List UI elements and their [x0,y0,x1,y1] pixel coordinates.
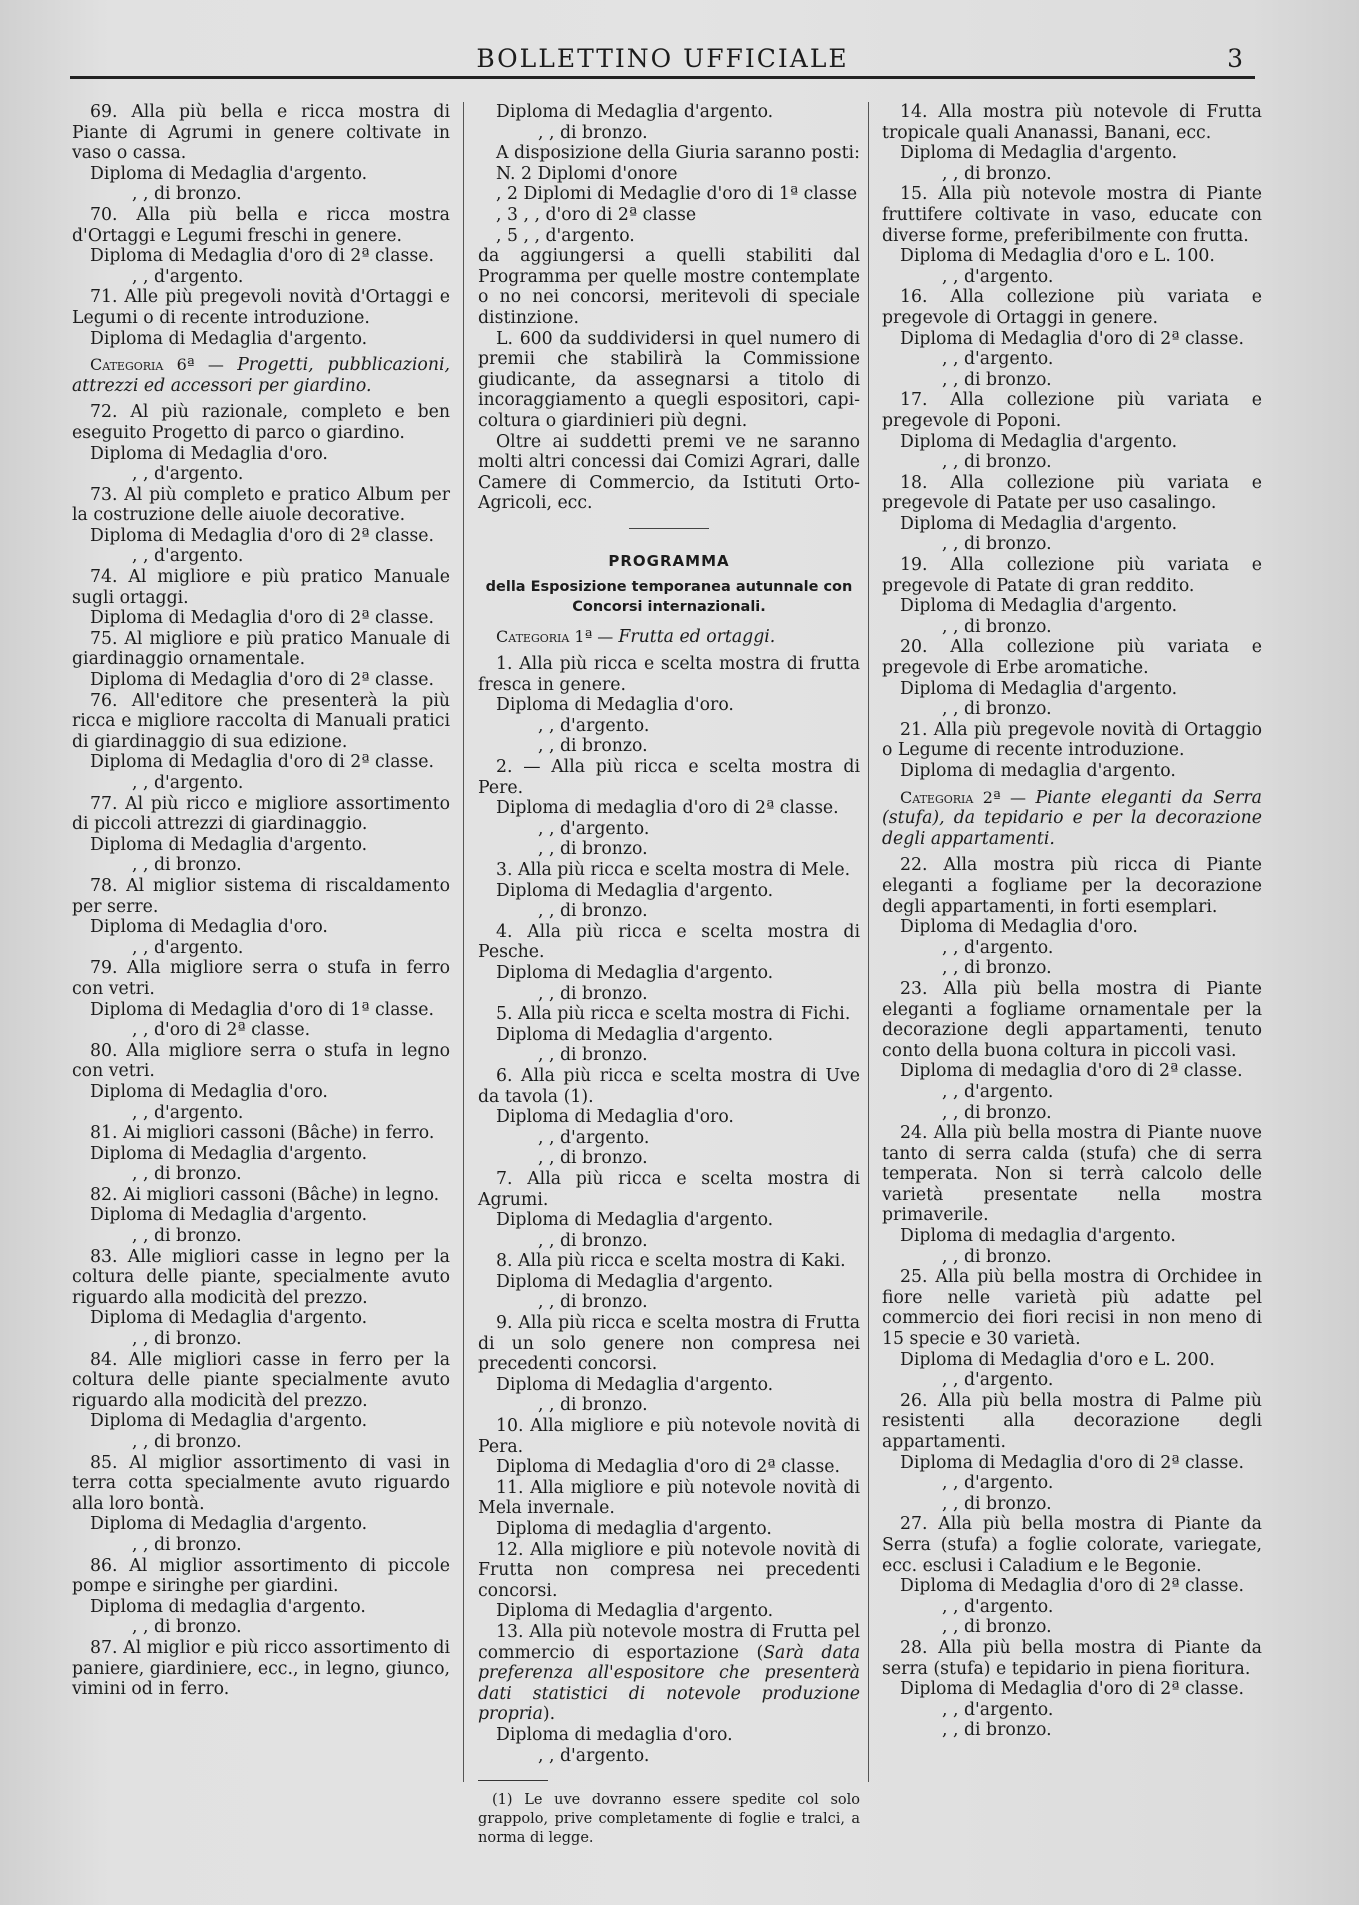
prize-line: Diploma di Medaglia d'oro e L. 200. [900,1349,1215,1370]
article-paragraph: 70. Alla più bella e ricca mostra d'Ortaggi e Legumi freschi in genere. [72,204,450,246]
prize-line-ditto: , , d'argento. [132,1102,244,1123]
prize-line-ditto: , , di bronzo. [538,1045,648,1066]
prize-line: Diploma di Medaglia d'oro di 2ª classe. [900,1679,1244,1700]
article-paragraph: 5. Alla più ricca e scelta mostra di Fichi. [496,1004,851,1025]
prize-line: Diploma di Medaglia d'argento. [90,163,368,184]
prize-line: , 3 , , d'oro di 2ª classe [496,204,697,225]
prize-line-ditto: , , di bronzo. [132,855,242,876]
article-paragraph: 84. Alle migliori casse in ferro per la coltura delle piante specialmente avuto riguardo alla modicità del prezzo. [72,1349,450,1411]
prize-line: Diploma di Medaglia d'argento. [900,596,1178,617]
article-paragraph: 77. Al più ricco e migliore assortimento di piccoli attrezzi di giardinaggio. [72,793,450,835]
article-paragraph: 80. Alla migliore serra o stufa in legno con vetri. [72,1040,450,1082]
prize-line-ditto: , , di bronzo. [132,1329,242,1350]
article-paragraph: 28. Alla più bella mostra di Piante da serra (stufa) e tepidario in piena fioritura. [882,1637,1262,1679]
article-paragraph: 8. Alla più ricca e scelta mostra di Kaki. [496,1251,846,1272]
prize-line-ditto: , , d'argento. [132,266,244,287]
footnote: (1) Le uve dovranno essere spedite col solo grappolo, prive completamente di foglie e tralci, a norma di legge. [478,1792,860,1847]
article-paragraph: 85. Al miglior assortimento di vasi in terra cotta specialmente avuto riguardo alla loro bontà. [72,1452,450,1514]
article-paragraph: 72. Al più razionale, completo e ben eseguito Progetto di parco o giardino. [72,402,450,443]
article-paragraph: 76. All'editore che presenterà la più ricca e migliore raccolta di Manuali pratici di giardinaggio di sua edizione. [72,690,450,752]
article-paragraph: 24. Alla più bella mostra di Piante nuove tanto di serra calda (stufa) che di serra temperata. Non si terrà calcolo delle varietà presentate nella mostra primaverile. [882,1123,1262,1226]
prize-line-ditto: , , d'argento. [132,546,244,567]
paragraph-end: ). [542,1704,556,1725]
column-right [882,102,1262,1741]
article-paragraph: 81. Ai migliori cassoni (Bâche) in ferro. [90,1123,435,1144]
prize-line-ditto: , , di bronzo. [538,901,648,922]
prize-line: Diploma di Medaglia d'argento. [496,1374,774,1395]
article-paragraph: 6. Alla più ricca e scelta mostra di Uve da tavola (1). [478,1065,860,1107]
article-paragraph: 18. Alla collezione più variata e pregevole di Patate per uso casalingo. [882,472,1262,514]
prize-line-ditto: , , di bronzo. [942,452,1052,473]
prize-line: Diploma di medaglia d'argento. [496,1519,772,1539]
article-paragraph: 2. — Alla più ricca e scelta mostra di Pere. [478,757,860,798]
prize-line-ditto: , , d'argento. [132,773,244,793]
prize-line-ditto: , , di bronzo. [538,983,648,1004]
article-paragraph: 23. Alla più bella mostra di Piante eleganti a fogliame ornamentale per la decorazione degli appartamenti, tenuto conto della buona coltura in piccoli vasi. [882,978,1262,1061]
prize-line: , 5 , , d'argento. [496,225,635,246]
article-paragraph: 82. Ai migliori cassoni (Bâche) in legno. [90,1184,440,1205]
category-heading [882,788,1262,850]
prize-line-ditto: , , d'argento. [942,1081,1054,1102]
prize-line: Diploma di Medaglia d'argento. [496,102,774,122]
prize-line: N. 2 Diplomi d'onore [496,163,678,184]
article-paragraph: 75. Al migliore e più pratico Manuale di giardinaggio ornamentale. [72,628,450,670]
article-paragraph: Oltre ai suddetti premi ve ne saranno molti altri concessi dai Comizi Agrari, dalle Camere di Commercio, da Istituti Orto-Agricoli, ecc. [478,431,860,514]
prize-line: Diploma di medaglia d'argento. [90,1596,366,1617]
prize-line-ditto: , , di bronzo. [538,1148,648,1169]
prize-line: Diploma di Medaglia d'argento. [90,1308,368,1329]
prize-line-ditto: , , di bronzo. [538,122,648,143]
prize-line: Diploma di Medaglia d'argento. [90,834,368,855]
category-label: Categoria 6ª — [90,355,238,375]
article-paragraph: 86. Al miglior assortimento di piccole pompe e siringhe per giardini. [72,1555,450,1597]
footnote-divider [478,1780,548,1781]
article-paragraph: 11. Alla migliore e più notevole novità di Mela invernale. [478,1477,860,1519]
prize-line: Diploma di medaglia d'oro. [496,1724,733,1745]
category-label: Categoria 1ª — [496,627,619,647]
prize-line-ditto: , , di bronzo. [942,616,1052,637]
prize-line: Diploma di Medaglia d'oro di 2ª classe. [900,1576,1244,1597]
column-left [72,102,450,1700]
prize-line-ditto: , , di bronzo. [942,534,1052,555]
prize-line-ditto: , , d'argento. [538,715,650,736]
prize-line-ditto: , , d'argento. [132,937,244,958]
article-paragraph: 26. Alla più bella mostra di Palme più resistenti alla decorazione degli appartamenti. [882,1390,1262,1452]
paragraph: da aggiungersi a quelli stabiliti dal Programma per quelle mostre contemplate o no nei concorsi, meritevoli di speciale distinzione. [478,246,860,328]
prize-line: Diploma di Medaglia d'argento. [90,1143,368,1164]
programma-heading: PROGRAMMA [608,551,730,570]
column-middle [478,102,860,1848]
prize-line: Diploma di Medaglia d'oro di 1ª classe. [90,999,434,1020]
article-paragraph [478,1622,860,1725]
prize-line-ditto: , , d'argento. [942,1370,1054,1391]
programma-subheading: della Esposizione temporanea autunnale con Concorsi internazionali. [485,579,853,616]
prize-line-ditto: , , di bronzo. [942,1720,1052,1741]
prize-line-ditto: , , d'argento. [942,1596,1054,1617]
prize-line: Diploma di Medaglia d'oro di 2ª classe. [900,1452,1244,1473]
prize-line: Diploma di medaglia d'oro di 2ª classe. [496,798,839,819]
prize-line: Diploma di Medaglia d'argento. [900,431,1178,452]
prize-line-ditto: , , d'oro di 2ª classe. [132,1020,311,1041]
prize-line-ditto: , , d'argento. [942,266,1054,287]
category-title: Progetti, pubblicazioni, attrezzi ed accessori per giardino. [72,355,450,396]
section-divider [629,528,709,529]
prize-line-ditto: , , d'argento. [132,464,244,485]
prize-line: Diploma di Medaglia d'oro di 2ª classe. [90,608,434,629]
paragraph-italic: Sarà data preferenza all'espositore che presenterà dati statistici di notevole produzione propria [478,1642,861,1725]
prize-line-ditto: , , di bronzo. [132,1164,242,1185]
article-paragraph: 27. Alla più bella mostra di Piante da Serra (stufa) a foglie colorate, variegate, ecc. esclusi i Caladium e le Begonie. [882,1514,1262,1576]
article-paragraph: 74. Al migliore e più pratico Manuale sugli ortaggi. [72,567,450,608]
category-heading [478,627,860,648]
prize-line: Diploma di Medaglia d'oro. [90,443,328,464]
category-title: Piante eleganti da Serra (stufa), da tepidario e per la decorazione degli appartamenti. [882,787,1262,849]
prize-line-ditto: , , di bronzo. [132,1432,242,1452]
prize-line: Diploma di Medaglia d'argento. [496,1601,774,1622]
prize-line: Diploma di Medaglia d'oro. [496,695,734,716]
category-heading [72,355,450,396]
article-paragraph: 17. Alla collezione più variata e pregevole di Poponi. [882,390,1262,431]
prize-line-ditto: , , di bronzo. [942,1617,1052,1638]
column-rule [463,102,464,1782]
article-paragraph: 71. Alle più pregevoli novità d'Ortaggi e Legumi o di recente introduzione. [72,287,450,328]
prize-line: Diploma di medaglia d'oro di 2ª classe. [900,1061,1243,1082]
prize-line-ditto: , , di bronzo. [942,1246,1052,1267]
prize-line-ditto: , , di bronzo. [132,1226,242,1247]
prize-line: Diploma di Medaglia d'argento. [90,1411,368,1432]
prize-line-ditto: , , d'argento. [942,349,1054,370]
prize-line: Diploma di Medaglia d'oro di 2ª classe. [90,670,434,691]
prize-line: Diploma di Medaglia d'argento. [496,1271,774,1292]
prize-line: Diploma di Medaglia d'argento. [496,1024,774,1045]
article-paragraph: L. 600 da suddividersi in quel numero di premii che stabilirà la Commissione giudicante, da assegnarsi a titolo di incoraggiamento a quegli espositori, capi-coltura o giardinieri più degni. [478,328,860,431]
page-number: 3 [1227,44,1243,73]
prize-line-ditto: , , di bronzo. [942,369,1052,390]
article-paragraph: 12. Alla migliore e più notevole novità di Frutta non compresa nei precedenti concorsi. [478,1539,860,1601]
prize-line-ditto: , , di bronzo. [942,163,1052,184]
prize-line-ditto: , , d'argento. [942,937,1054,958]
paragraph-text: 13. Alla più notevole mostra di Frutta pel commercio di esportazione ( [478,1621,860,1663]
prize-line: Diploma di Medaglia d'argento. [900,513,1178,534]
article-paragraph: 19. Alla collezione più variata e pregevole di Patate di gran reddito. [882,555,1262,596]
prize-line-ditto: , , di bronzo. [942,699,1052,720]
article-paragraph: 87. Al miglior e più ricco assortimento di paniere, giardiniere, ecc., in legno, giunco, vimini od in ferro. [72,1637,450,1700]
prize-line: Diploma di Medaglia d'argento. [90,328,368,349]
prize-line-ditto: , , di bronzo. [942,1102,1052,1123]
prize-line: Diploma di Medaglia d'oro. [496,1107,734,1128]
article-paragraph: 25. Alla più bella mostra di Orchidee in fiore nelle varietà più adatte pel commercio dei fiori recisi in non meno di 15 specie e 30 varietà. [882,1267,1262,1350]
prize-line-ditto: , , di bronzo. [132,1534,242,1555]
prize-line: Diploma di Medaglia d'argento. [900,143,1178,164]
prize-line: Diploma di Medaglia d'oro. [900,917,1138,938]
prize-line: Diploma di Medaglia d'oro di 2ª classe. [90,246,434,267]
prize-line-ditto: , , d'argento. [538,818,650,839]
prize-line: Diploma di Medaglia d'oro di 2ª classe. [90,525,434,546]
article-paragraph: 22. Alla mostra più ricca di Piante eleganti a fogliame per la decorazione degli appartamenti, in forti esemplari. [882,855,1262,917]
article-paragraph: 69. Alla più bella e ricca mostra di Piante di Agrumi in genere coltivate in vaso o cassa. [72,102,450,164]
article-paragraph: 79. Alla migliore serra o stufa in ferro con vetri. [72,958,450,999]
article-paragraph: 15. Alla più notevole mostra di Piante fruttifere coltivate in vaso, educate con diverse forme, preferibilmente con frutta. [882,184,1262,246]
article-paragraph: 16. Alla collezione più variata e pregevole di Ortaggi in genere. [882,287,1262,328]
article-paragraph: 1. Alla più ricca e scelta mostra di frutta fresca in genere. [478,654,860,695]
prize-line-ditto: , , di bronzo. [132,1617,242,1638]
prize-line: Diploma di Medaglia d'argento. [900,678,1178,699]
article-paragraph: 10. Alla migliore e più notevole novità di Pera. [478,1416,860,1457]
prize-line: Diploma di Medaglia d'oro. [90,1081,328,1102]
prize-line: Diploma di Medaglia d'argento. [90,1514,368,1535]
prize-line-ditto: , , d'argento. [942,1473,1054,1494]
prize-line: Diploma di medaglia d'argento. [900,1226,1176,1247]
category-title: Frutta ed ortaggi. [618,627,776,648]
prize-line-ditto: , , di bronzo. [538,1292,648,1313]
prize-line-ditto: , , d'argento. [538,1745,650,1766]
category-label: Categoria 2ª — [900,787,1036,807]
prize-line: Diploma di Medaglia d'oro di 2ª classe. [90,752,434,773]
article-paragraph: 3. Alla più ricca e scelta mostra di Mele. [496,860,851,880]
prize-line-ditto: , , di bronzo. [538,736,648,757]
article-paragraph: 9. Alla più ricca e scelta mostra di Frutta di un solo genere non compresa nei precedenti concorsi. [478,1313,860,1375]
prize-line-ditto: , , di bronzo. [132,184,242,205]
prize-line-ditto: , , di bronzo. [538,839,648,860]
prize-line-ditto: , , di bronzo. [942,1493,1052,1514]
prize-line-ditto: , , d'argento. [942,1699,1054,1720]
prize-line: Diploma di Medaglia d'argento. [496,880,774,901]
prize-line: Diploma di Medaglia d'oro di 2ª classe. [900,328,1244,349]
prize-line-ditto: , , d'argento. [538,1127,650,1148]
prize-line: Diploma di Medaglia d'oro. [90,917,328,938]
prize-line: Diploma di Medaglia d'oro e L. 100. [900,246,1215,267]
article-paragraph: 4. Alla più ricca e scelta mostra di Pesche. [478,921,860,963]
journal-title: BOLLETTINO UFFICIALE [476,44,849,73]
prize-line: Diploma di Medaglia d'argento. [496,1210,774,1231]
prize-line-ditto: , , di bronzo. [538,1230,648,1251]
prize-line-ditto: , , di bronzo. [538,1395,648,1416]
prize-line-ditto: , , di bronzo. [942,958,1052,979]
prize-line: Diploma di Medaglia d'oro di 2ª classe. [496,1457,840,1478]
article-paragraph: 20. Alla collezione più variata e pregevole di Erbe aromatiche. [882,637,1262,679]
article-paragraph: 7. Alla più ricca e scelta mostra di Agrumi. [478,1168,860,1210]
article-paragraph: A disposizione della Giuria saranno posti: [496,143,860,164]
page-header [70,40,1255,79]
prize-line: , 2 Diplomi di Medaglie d'oro di 1ª classe [496,184,858,205]
article-paragraph: 73. Al più completo e pratico Album per la costruzione delle aiuole decorative. [72,484,450,526]
prize-line: Diploma di Medaglia d'argento. [496,962,774,983]
column-rule [868,102,869,1782]
article-paragraph: 21. Alla più pregevole novità di Ortaggio o Legume di recente introduzione. [882,719,1262,761]
article-paragraph: 78. Al miglior sistema di riscaldamento per serre. [72,875,450,917]
prize-line: Diploma di medaglia d'argento. [900,761,1176,781]
prize-line: Diploma di Medaglia d'argento. [90,1205,368,1226]
article-paragraph: 14. Alla mostra più notevole di Frutta tropicale quali Ananassi, Banani, ecc. [882,102,1262,143]
article-paragraph: 83. Alle migliori casse in legno per la coltura delle piante, specialmente avuto riguardo alla modicità del prezzo. [72,1246,450,1308]
